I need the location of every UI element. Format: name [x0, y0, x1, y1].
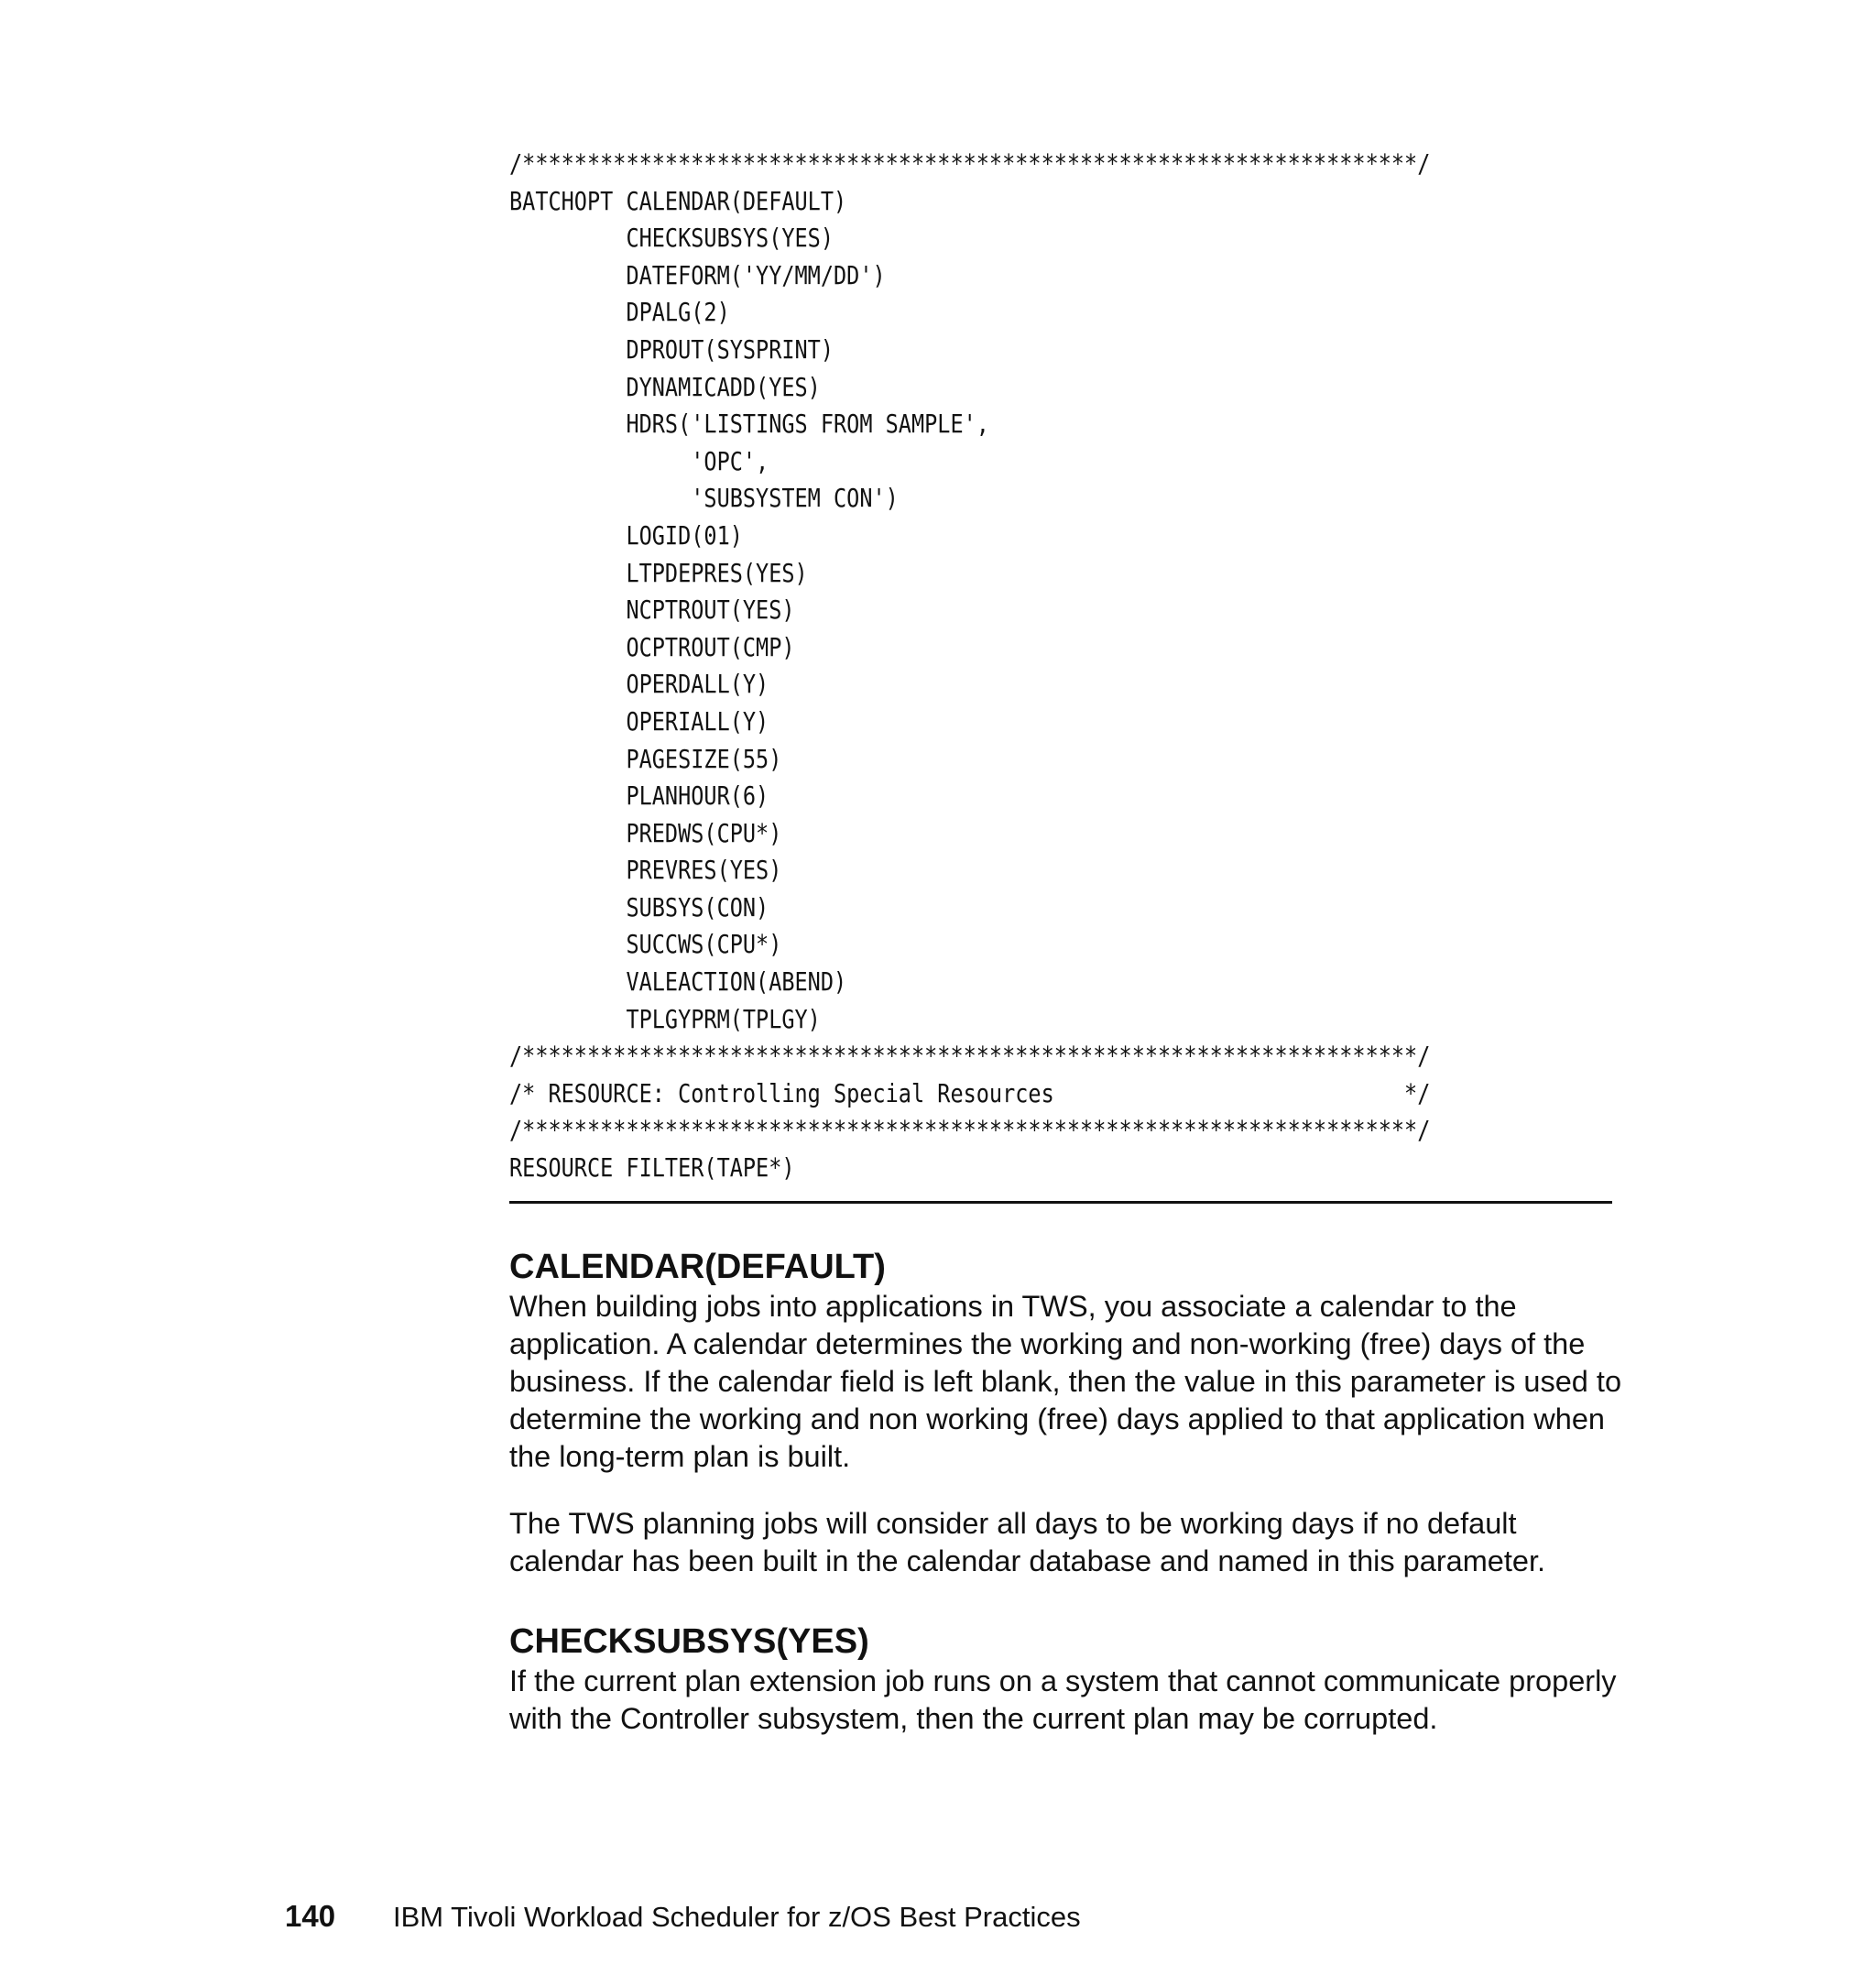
paragraph-calendar-2: The TWS planning jobs will consider all days to be working days if no default calendar has been built in the calendar database and named in this parameter.: [509, 1507, 1546, 1577]
code-line: /*********************************************************************/: [509, 1115, 1431, 1146]
code-line: LTPDEPRES(YES): [509, 557, 808, 588]
code-line: PAGESIZE(55): [509, 743, 782, 774]
document-body: [509, 1246, 1636, 1738]
code-line: NCPTROUT(YES): [509, 595, 795, 626]
code-line: /*********************************************************************/: [509, 148, 1431, 179]
page-footer: [285, 1898, 1081, 1936]
paragraph-calendar-1: When building jobs into applications in TWS, you associate a calendar to the application. A calendar determines the working and non-working (free) days of the business. If the calendar field is left blank, then the value in this parameter is used to determine the working and non working (free) days applied to that application when the long-term plan is built.: [509, 1290, 1622, 1473]
code-line: DATEFORM('YY/MM/DD'): [509, 259, 886, 290]
code-line: PREDWS(CPU*): [509, 817, 782, 848]
code-line: TPLGYPRM(TPLGY): [509, 1003, 821, 1034]
code-line: DPALG(2): [509, 297, 730, 328]
code-line: BATCHOPT CALENDAR(DEFAULT): [509, 185, 847, 216]
code-line: /*********************************************************************/: [509, 1041, 1431, 1072]
code-line: LOGID(01): [509, 519, 743, 551]
code-line: PREVRES(YES): [509, 855, 782, 886]
code-line: OPERDALL(Y): [509, 669, 769, 700]
code-line: OCPTROUT(CMP): [509, 631, 795, 662]
code-line: /* RESOURCE: Controlling Special Resources */: [509, 1077, 1431, 1108]
code-line: 'SUBSYSTEM CON'): [509, 483, 899, 514]
code-line: HDRS('LISTINGS FROM SAMPLE',: [509, 409, 989, 440]
section-heading-checksubsys: CHECKSUBSYS(YES): [509, 1622, 869, 1661]
code-listing: [509, 146, 1435, 1187]
code-line: DPROUT(SYSPRINT): [509, 333, 834, 365]
page-number: 140: [285, 1899, 336, 1933]
code-line: SUBSYS(CON): [509, 891, 769, 922]
code-line: PLANHOUR(6): [509, 780, 769, 812]
code-line: DYNAMICADD(YES): [509, 371, 821, 402]
code-line: RESOURCE FILTER(TAPE*): [509, 1152, 795, 1184]
book-title: IBM Tivoli Workload Scheduler for z/OS Best Practices: [393, 1901, 1081, 1933]
code-listing-bottom-rule: [509, 1201, 1612, 1204]
code-line: SUCCWS(CPU*): [509, 929, 782, 960]
code-line: VALEACTION(ABEND): [509, 966, 847, 998]
section-heading-calendar: CALENDAR(DEFAULT): [509, 1248, 886, 1286]
code-line: OPERIALL(Y): [509, 705, 769, 737]
paragraph-checksubsys-1: If the current plan extension job runs on a system that cannot communicate properly with the Controller subsystem, then the current plan may be corrupted.: [509, 1664, 1617, 1735]
code-line: CHECKSUBSYS(YES): [509, 223, 834, 254]
code-line: 'OPC',: [509, 445, 769, 476]
